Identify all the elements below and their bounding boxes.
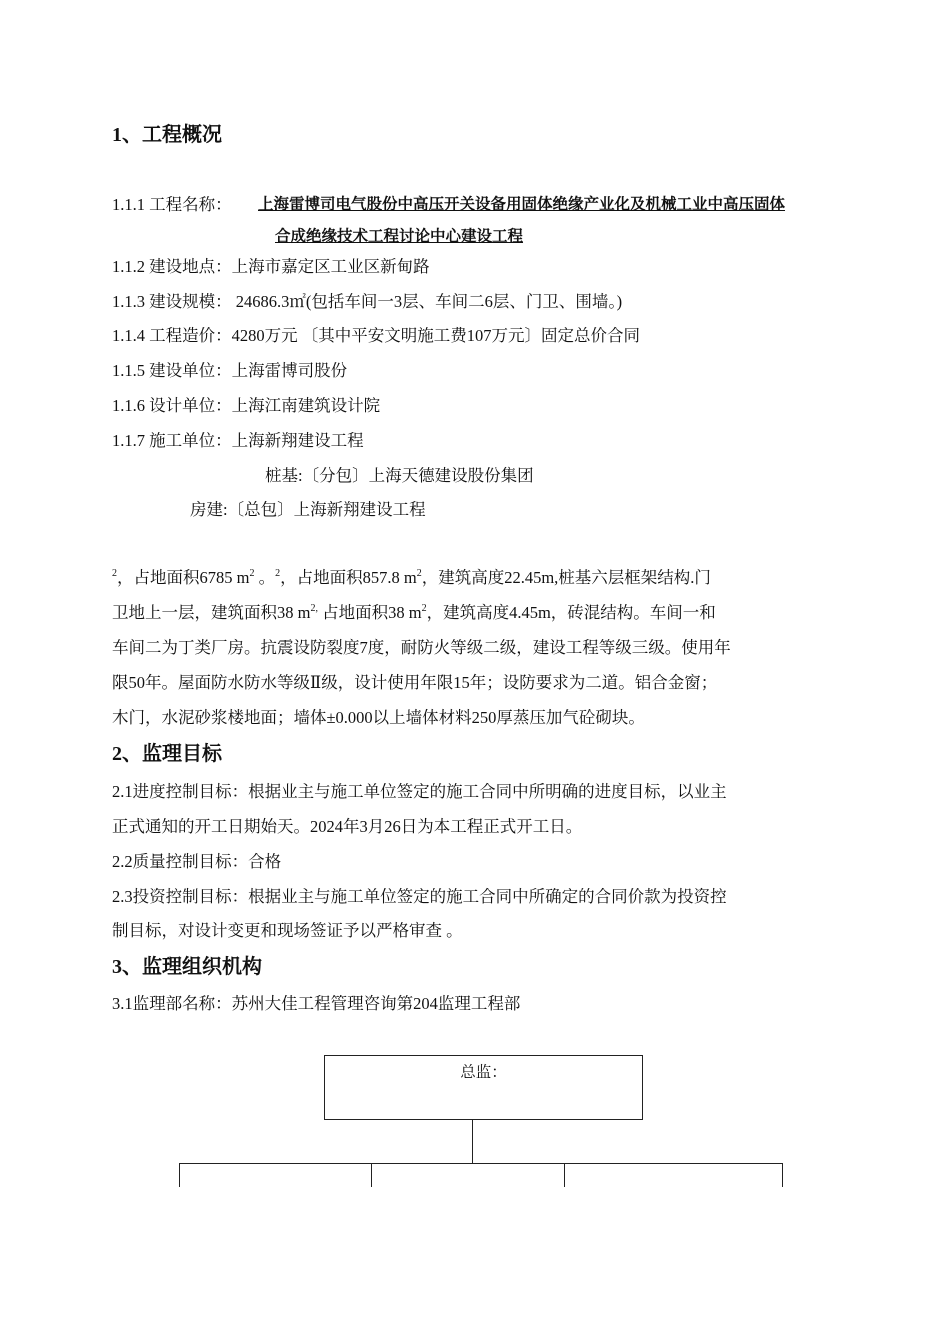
section-title-goals: 2、监理目标 bbox=[112, 743, 222, 765]
build-location: 1.1.2 建设地点：上海市嘉定区工业区新甸路 bbox=[112, 257, 430, 276]
project-name-value-line2: 合成绝缘技术工程讨论中心建设工程 bbox=[275, 228, 524, 245]
description-line-1: $^2$，占地面积6785 $m^2$ 。$^2$，占地面积857.8 $m^2$，建筑高度22.45m,桩基六层框架结构.门 bbox=[112, 568, 711, 587]
build-scale: 1.1.3 建设规模： 24686.3㎡(包括车间一3层、车间二6层、门卫、围墙。) bbox=[112, 292, 623, 311]
chief-supervisor-label: 总监： bbox=[460, 1064, 507, 1081]
connector-horizontal bbox=[179, 1163, 783, 1164]
project-name-label: 1.1.1 工程名称： bbox=[112, 195, 232, 214]
connector-branch-1 bbox=[179, 1163, 180, 1187]
design-unit: 1.1.6 设计单位：上海江南建筑设计院 bbox=[112, 396, 381, 415]
description-line-2: 卫地上一层，建筑面积38 $m^{2,}$ 占地面积38 $m^2$，建筑高度4.45m，砖混结构。车间一和 bbox=[112, 603, 716, 622]
pile-subcontractor: 桩基:〔分包〕上海天德建设股份集团 bbox=[265, 466, 534, 485]
supervision-department-name: 3.1监理部名称：苏州大佳工程管理咨询第204监理工程部 bbox=[112, 994, 521, 1013]
schedule-goal-line1: 2.1进度控制目标：根据业主与施工单位签定的施工合同中所明确的进度目标，以业主 bbox=[112, 782, 727, 801]
schedule-goal-line2: 正式通知的开工日期始天。2024年3月26日为本工程正式开工日。 bbox=[112, 817, 583, 836]
project-name-value-line1: 上海雷博司电气股份中高压开关设备用固体绝缘产业化及机械工业中高压固体 bbox=[258, 196, 786, 213]
construction-unit: 1.1.7 施工单位：上海新翔建设工程 bbox=[112, 431, 364, 450]
description-line-4: 限50年。屋面防水防水等级Ⅱ级，设计使用年限15年；设防要求为二道。铝合金窗； bbox=[112, 673, 718, 692]
connector-branch-2 bbox=[371, 1163, 372, 1187]
connector-branch-4 bbox=[782, 1163, 783, 1187]
owner-unit: 1.1.5 建设单位：上海雷博司股份 bbox=[112, 361, 348, 380]
section-title-organization: 3、监理组织机构 bbox=[112, 956, 262, 978]
connector-branch-3 bbox=[564, 1163, 565, 1187]
project-cost: 1.1.4 工程造价：4280万元 〔其中平安文明施工费107万元〕固定总价合同 bbox=[112, 326, 640, 345]
quality-goal: 2.2质量控制目标：合格 bbox=[112, 852, 282, 871]
investment-goal-line2: 制目标，对设计变更和现场签证予以严格审查 。 bbox=[112, 921, 463, 940]
section-title-overview: 1、工程概况 bbox=[112, 124, 222, 146]
description-line-5: 木门，水泥砂浆楼地面；墙体±0.000以上墙体材料250厚蒸压加气砼砌块。 bbox=[112, 708, 645, 727]
investment-goal-line1: 2.3投资控制目标：根据业主与施工单位签定的施工合同中所确定的合同价款为投资控 bbox=[112, 887, 727, 906]
project-description bbox=[112, 560, 842, 735]
connector-vertical-main bbox=[472, 1120, 473, 1164]
chief-supervisor-box bbox=[324, 1055, 643, 1120]
description-line-3: 车间二为丁类厂房。抗震设防裂度7度，耐防火等级二级，建设工程等级三级。使用年 bbox=[112, 638, 731, 657]
building-general-contractor: 房建:〔总包〕上海新翔建设工程 bbox=[190, 500, 426, 519]
